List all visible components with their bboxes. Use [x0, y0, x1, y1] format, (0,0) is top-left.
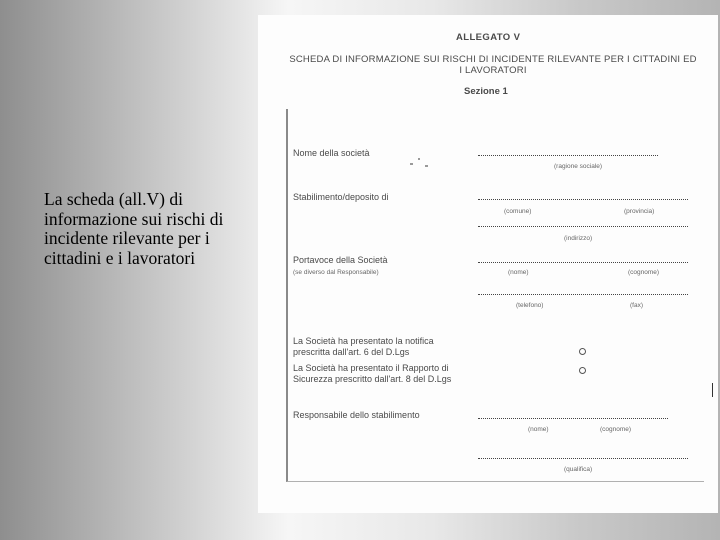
- edge-mark: [712, 383, 713, 397]
- form-subtitle: SCHEDA DI INFORMAZIONE SUI RISCHI DI INCIDENTE RILEVANTE PER I CITTADINI ED I LAVORATORI: [289, 54, 697, 76]
- section-title: Sezione 1: [464, 86, 508, 97]
- field-label-portavoce: Portavoce della Società: [293, 255, 388, 265]
- field-line-qualifica: [478, 458, 688, 459]
- field-line-societa: [478, 155, 658, 156]
- notifica-line-1: La Società ha presentato la notifica: [293, 336, 434, 346]
- field-label-societa: Nome della società: [293, 148, 370, 158]
- hint-resp-nome: (nome): [528, 426, 549, 433]
- scan-speck: [425, 165, 428, 167]
- scanned-form: [258, 15, 718, 513]
- hint-indirizzo: (indirizzo): [564, 235, 593, 242]
- notifica-radio: [579, 348, 586, 355]
- field-line-responsabile: [478, 418, 668, 419]
- hint-cognome: (cognome): [628, 269, 660, 276]
- field-line-portavoce: [478, 262, 688, 263]
- scan-speck: [410, 163, 413, 165]
- hint-telefono: (telefono): [516, 302, 544, 309]
- field-line-telefono: [478, 294, 688, 295]
- form-heading: ALLEGATO V: [456, 32, 521, 43]
- rapporto-radio: [579, 367, 586, 374]
- slide-caption: La scheda (all.V) di informazione sui rischi di incidente rilevante per i cittadini e i lavoratori: [44, 189, 224, 268]
- notifica-line-2: prescritta dall'art. 6 del D.Lgs: [293, 347, 410, 357]
- field-label-responsabile: Responsabile dello stabilimento: [293, 410, 420, 420]
- form-box: [286, 109, 704, 482]
- hint-nome: (nome): [508, 269, 529, 276]
- field-line-indirizzo: [478, 226, 688, 227]
- hint-qualifica: (qualifica): [564, 466, 593, 473]
- rapporto-line-1: La Società ha presentato il Rapporto di: [293, 363, 449, 373]
- note-portavoce: (se diverso dal Responsabile): [293, 269, 379, 276]
- hint-provincia: (provincia): [624, 208, 655, 215]
- hint-fax: (fax): [630, 302, 643, 309]
- hint-ragione-sociale: (ragione sociale): [554, 163, 603, 170]
- field-line-stabilimento: [478, 199, 688, 200]
- scan-speck: [418, 158, 420, 160]
- field-label-stabilimento: Stabilimento/deposito di: [293, 192, 389, 202]
- rapporto-line-2: Sicurezza prescritto dall'art. 8 del D.Lgs: [293, 374, 452, 384]
- hint-resp-cognome: (cognome): [600, 426, 632, 433]
- hint-comune: (comune): [504, 208, 532, 215]
